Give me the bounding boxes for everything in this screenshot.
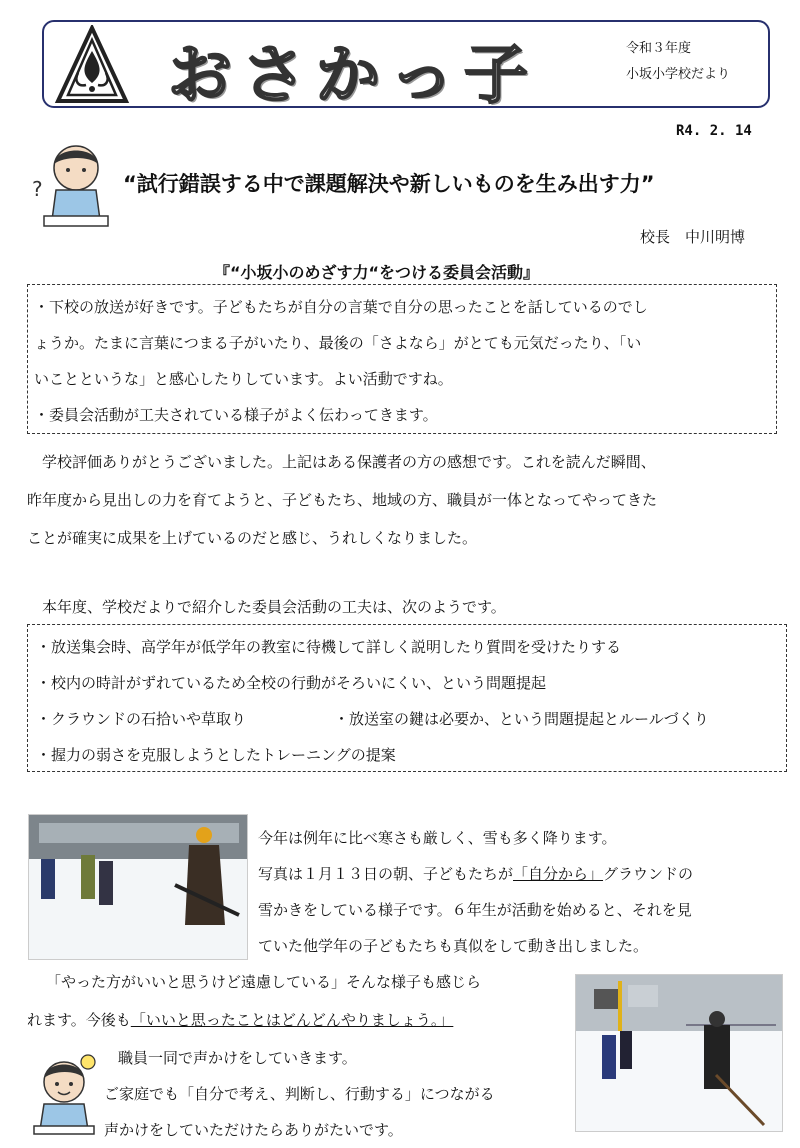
snow-shoveling-photo-2 bbox=[575, 974, 783, 1132]
issue-date: R4. 2. 14 bbox=[676, 123, 752, 139]
activity-row bbox=[36, 701, 778, 737]
activity-item: ・放送室の鍵は必要か、という問題提起とルールづくり bbox=[334, 710, 709, 728]
comment-line: いことというな」と感心したりしています。よい活動ですね。 bbox=[34, 370, 453, 388]
snow-line-part: れます。今後も bbox=[27, 1011, 131, 1029]
idea-child-illustration bbox=[28, 1052, 100, 1136]
snow-shoveling-photo-1 bbox=[28, 814, 248, 960]
headline: “試行錯誤する中で課題解決や新しいものを生み出す力” bbox=[123, 172, 655, 196]
activity-item: ・放送集会時、高学年が低学年の教室に待機して詳しく説明したり質問を受けたりする bbox=[36, 638, 622, 656]
activities-box bbox=[27, 624, 787, 772]
section-title: 『“小坂小のめざす力“をつける委員会活動』 bbox=[214, 263, 540, 282]
snow-line-part: 写真は１月１３日の朝、子どもたちが bbox=[258, 865, 514, 883]
snow-line-part: グラウンドの bbox=[603, 865, 694, 883]
author: 校長 中川明博 bbox=[640, 228, 746, 246]
activity-item: ・握力の弱さを克服しようとしたトレーニングの提案 bbox=[36, 746, 396, 764]
snow-line: ご家庭でも「自分で考え、判断し、行動する」につながる bbox=[104, 1085, 495, 1103]
snow-line bbox=[27, 1002, 453, 1038]
snow-line: 今年は例年に比べ寒さも厳しく、雪も多く降ります。 bbox=[258, 829, 617, 847]
svg-text:?: ? bbox=[32, 177, 43, 201]
activity-item: ・校内の時計がずれているため全校の行動がそろいにくい、という問題提起 bbox=[36, 674, 547, 692]
thinking-child-illustration bbox=[30, 140, 110, 230]
evaluation-paragraph bbox=[27, 443, 657, 557]
snow-line: ていた他学年の子どもたちも真似をして動き出しました。 bbox=[258, 937, 649, 955]
school-emblem-icon bbox=[50, 25, 134, 105]
activity-item: ・クラウンドの石拾いや草取り bbox=[36, 710, 247, 728]
paragraph-line: 学校評価ありがとうございました。上記はある保護者の方の感想です。これを読んだ瞬間、 bbox=[27, 453, 656, 471]
masthead-title: おさかっ子 bbox=[168, 39, 538, 113]
emphasis-text: 「自分から」 bbox=[513, 865, 604, 883]
paragraph-line: 昨年度から見出しの力を育てようと、子どもたち、地域の方、職員が一体となってやってきた bbox=[27, 491, 658, 509]
parent-comment-box bbox=[27, 284, 777, 434]
snow-line: 「やった方がいいと思うけど遠慮している」そんな様子も感じら bbox=[46, 973, 482, 991]
comment-line: ・委員会活動が工夫されている様子がよく伝わってきます。 bbox=[34, 406, 438, 424]
emphasis-text: 「いいと思ったことはどんどんやりましょう。」 bbox=[130, 1011, 454, 1029]
snow-line: 声かけをしていただけたらありがたいです。 bbox=[104, 1121, 403, 1139]
comment-line: ・下校の放送が好きです。子どもたちが自分の言葉で自分の思ったことを話しているのでし bbox=[34, 298, 648, 316]
masthead-year: 令和３年度 bbox=[626, 41, 692, 56]
comment-line: ょうか。たまに言葉につまる子がいたり、最後の「さよなら」がとても元気だったり、「い bbox=[34, 334, 642, 352]
activities-intro: 本年度、学校だよりで紹介した委員会活動の工夫は、次のようです。 bbox=[27, 598, 506, 616]
paragraph-line: ことが確実に成果を上げているのだと感じ、うれしくなりました。 bbox=[27, 529, 478, 547]
snow-line: 職員一同で声かけをしていきます。 bbox=[118, 1049, 357, 1067]
snow-line bbox=[258, 856, 693, 892]
masthead-publication: 小坂小学校だより bbox=[626, 67, 731, 82]
snow-line: 雪かきをしている様子です。６年生が活動を始めると、それを見 bbox=[258, 901, 692, 919]
